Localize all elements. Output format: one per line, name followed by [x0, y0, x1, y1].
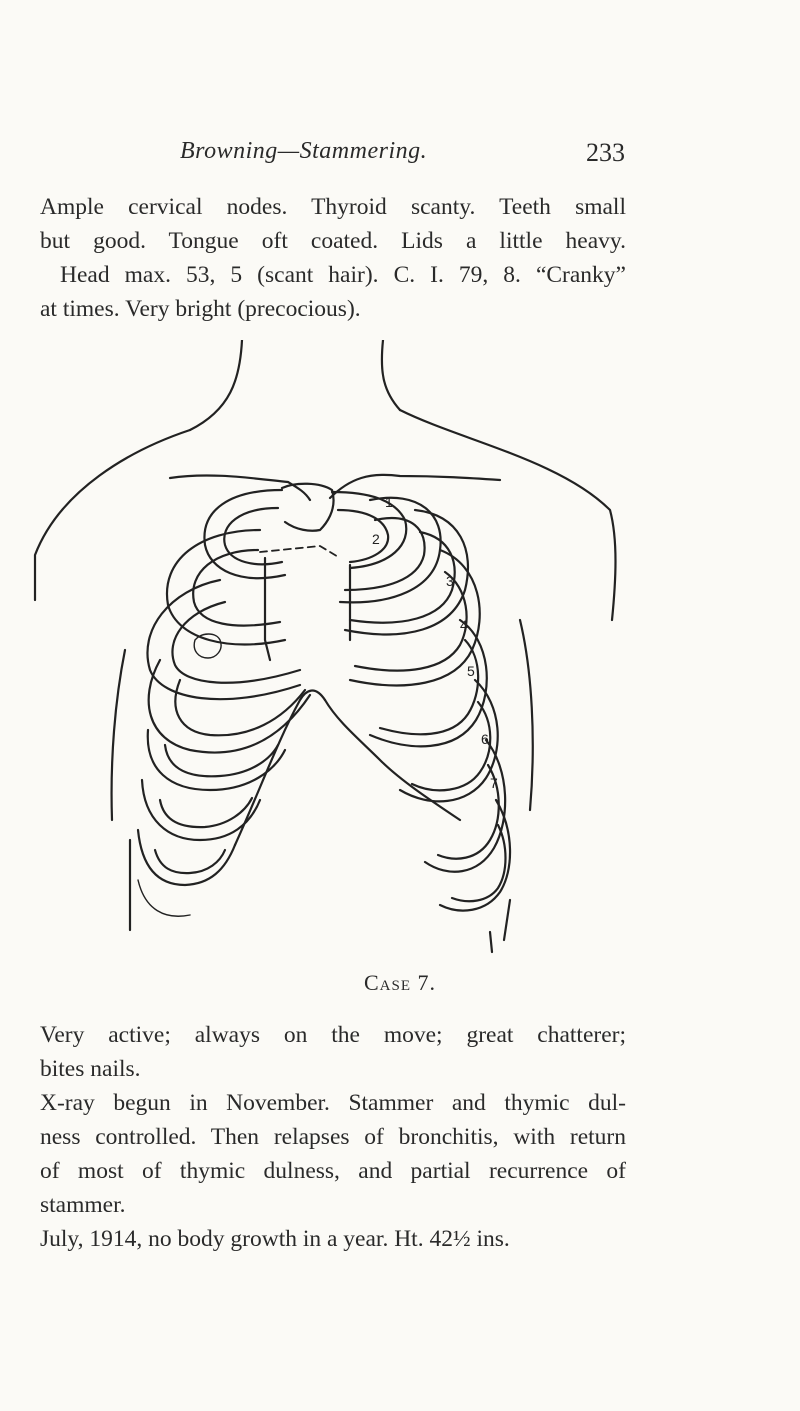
- rib-left-2-inner: [193, 550, 280, 626]
- trunk-left: [112, 650, 125, 820]
- paragraph-2: [40, 1018, 626, 1086]
- rib-cage-drawing: [20, 340, 630, 960]
- rib-right-1: [332, 492, 406, 568]
- rib-left-5-inner: [165, 745, 278, 776]
- shoulder-left: [35, 430, 190, 600]
- thymus-outline: [260, 546, 340, 558]
- running-head: [180, 138, 625, 172]
- rib-right-7: [425, 740, 505, 872]
- running-head-title: Browning—Stammering.: [180, 138, 428, 164]
- paragraph-1-line: at times. Very bright (precocious).: [40, 296, 361, 322]
- rib-right-1-inner: [338, 510, 388, 562]
- rib-number-7: 7: [490, 775, 498, 791]
- rib-left-1-inner: [224, 508, 282, 564]
- paragraph-1-line: Head max. 53, 5 (scant hair). C. I. 79, 8. “Cranky”: [60, 262, 626, 288]
- paragraph-1-line: Ample cervical nodes. Thyroid scanty. Teeth small: [40, 194, 626, 220]
- paragraph-4: [40, 1222, 626, 1256]
- rib-right-8-inner: [452, 825, 506, 901]
- paragraph-2-line: bites nails.: [40, 1056, 141, 1082]
- neck-line-left: [190, 340, 242, 430]
- figure-caption: Case 7.: [363, 970, 436, 995]
- rib-right-5: [370, 620, 487, 746]
- paragraph-3: [40, 1086, 626, 1222]
- rib-left-6-inner: [160, 798, 252, 827]
- manubrium: [282, 484, 334, 531]
- rib-left-3: [147, 580, 300, 699]
- rib-left-7-inner: [155, 850, 225, 873]
- paragraph-1-line: but good. Tongue oft coated. Lids a little heavy.: [40, 228, 626, 254]
- trunk-right-lower: [504, 900, 510, 940]
- paragraph-3-line: ness controlled. Then relapses of bronchitis, with return: [40, 1124, 626, 1150]
- rib-number-3: 3: [446, 573, 454, 589]
- rib-number-4: 4: [460, 617, 468, 633]
- rib-number-2: 2: [372, 531, 380, 547]
- rib-left-3-inner: [172, 602, 300, 683]
- trunk-right: [520, 620, 533, 810]
- paragraph-3-line: of most of thymic dulness, and partial recurrence of: [40, 1158, 626, 1184]
- rib-right-5-inner: [380, 640, 478, 734]
- paragraph-1: [40, 190, 626, 326]
- page-number: 233: [586, 138, 625, 167]
- rib-left-1: [204, 490, 285, 578]
- rib-number-5: 5: [467, 663, 475, 679]
- paragraph-3-line: stammer.: [40, 1192, 126, 1218]
- paragraph-4-line: July, 1914, no body growth in a year. Ht. 42½ ins.: [40, 1226, 510, 1252]
- paragraph-3-line: X-ray begun in November. Stammer and thymic dul-: [40, 1090, 626, 1116]
- neck-line-right: [382, 340, 400, 410]
- bottom-mark: [490, 932, 492, 952]
- clavicle-right: [330, 475, 500, 498]
- heart-hint: [194, 634, 221, 658]
- sternum-left: [265, 558, 270, 660]
- thorax-diagram: [20, 340, 630, 960]
- rib-number-6: 6: [481, 731, 489, 747]
- paragraph-2-line: Very active; always on the move; great chatterer;: [40, 1022, 626, 1048]
- rib-number-1: 1: [385, 494, 393, 510]
